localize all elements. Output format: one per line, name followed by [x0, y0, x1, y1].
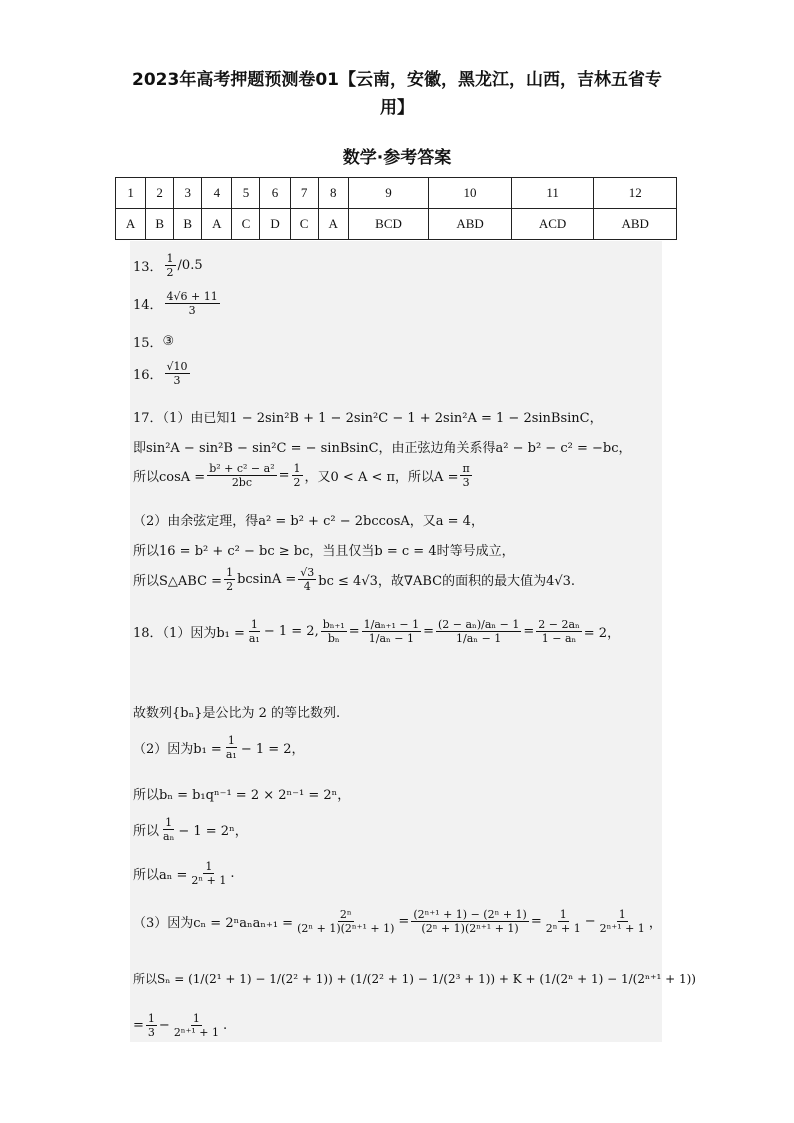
answer-cell: ABD	[429, 209, 512, 240]
denominator: 3	[147, 1026, 155, 1039]
solution-18-line-3	[133, 734, 305, 761]
question-label: 13．	[133, 260, 163, 275]
answer-cell: C	[290, 209, 318, 240]
numerator: 1/aₙ₊₁ − 1	[363, 618, 420, 631]
denominator: a₁	[225, 748, 237, 761]
text: =	[348, 624, 360, 639]
numerator: 2ⁿ	[339, 908, 352, 921]
fraction	[224, 734, 239, 761]
question-label: 16．	[133, 368, 163, 383]
question-number: 3	[174, 178, 202, 209]
denominator: 2	[293, 476, 301, 489]
solution-18-line-6	[133, 860, 235, 887]
solution-15	[133, 332, 174, 351]
text: −	[158, 1018, 170, 1033]
answer-cell: ABD	[594, 209, 677, 240]
text: bc ≤ 4√3，故∇ABC的面积的最大值为4√3.	[318, 574, 576, 589]
answer-cell: ACD	[511, 209, 594, 240]
solution-18-line-9	[133, 1012, 227, 1039]
text: ，	[648, 916, 662, 931]
text: .	[223, 1018, 228, 1033]
denominator: (2ⁿ + 1)(2ⁿ⁺¹ + 1)	[421, 922, 519, 935]
text: 18．（1）因为b₁ =	[133, 626, 245, 641]
numerator: 1	[559, 908, 567, 921]
denominator: 1 − aₙ	[541, 632, 577, 645]
fraction	[224, 566, 235, 593]
fraction	[544, 908, 583, 935]
page-subtitle: 数学·参考答案	[342, 148, 452, 168]
answer-cell: BCD	[348, 209, 428, 240]
solution-18-line-8: 所以Sₙ = (1/(2¹ + 1) − 1/(2² + 1)) + (1/(2² + 1) − 1/(2³ + 1)) + K + (1/(2ⁿ + 1) − 1/(2ⁿ⁺¹ + 1))	[133, 972, 696, 986]
numerator: bₙ₊₁	[322, 618, 345, 631]
fraction	[165, 360, 190, 387]
numerator: 1	[205, 860, 213, 873]
numerator: 4√6 + 11	[166, 290, 218, 303]
denominator: a₁	[248, 632, 260, 645]
numerator: 1	[250, 618, 258, 631]
question-number: 2	[146, 178, 174, 209]
question-number: 11	[511, 178, 594, 209]
fraction	[298, 566, 316, 593]
solution-18-line-2: 故数列{bₙ}是公比为 2 的等比数列.	[133, 706, 341, 721]
fraction	[146, 1012, 157, 1039]
fraction	[436, 618, 521, 645]
fraction	[189, 860, 228, 887]
numerator: 1	[618, 908, 626, 921]
fraction	[411, 908, 529, 935]
solution-18-line-7	[133, 908, 662, 935]
question-number: 9	[348, 178, 428, 209]
answer-cell: B	[146, 209, 174, 240]
numerator: 1	[293, 462, 301, 475]
text: （3）因为cₙ = 2ⁿaₙaₙ₊₁ =	[133, 916, 294, 931]
fraction	[165, 290, 220, 317]
fraction	[321, 618, 347, 645]
answer-cell: B	[174, 209, 202, 240]
solution-17-line-6	[133, 566, 575, 593]
numerator: π	[462, 462, 470, 475]
question-number: 8	[318, 178, 348, 209]
denominator: 2bc	[231, 476, 253, 489]
text: =	[398, 914, 410, 929]
numerator: 1	[166, 252, 174, 265]
solution-17-line-3	[133, 462, 474, 489]
denominator: 2	[226, 580, 234, 593]
text: =	[133, 1018, 144, 1033]
text: =	[530, 914, 542, 929]
denominator: 3	[173, 374, 181, 387]
solution-18-line-1	[133, 618, 620, 645]
numerator: (2 − aₙ)/aₙ − 1	[438, 618, 520, 631]
numerator: (2ⁿ⁺¹ + 1) − (2ⁿ + 1)	[413, 908, 527, 921]
answer-table	[115, 177, 677, 240]
text: 所以cosA =	[133, 470, 206, 485]
numerator: 1	[192, 1012, 200, 1025]
question-label: 14．	[133, 298, 163, 313]
answer-value: ③	[162, 334, 175, 349]
fraction	[161, 816, 176, 843]
answer-table-number-row	[116, 178, 677, 209]
answer-cell: A	[318, 209, 348, 240]
numerator: 2 − 2aₙ	[538, 618, 580, 631]
answer-table-answer-row	[116, 209, 677, 240]
numerator: 1	[227, 734, 235, 747]
fraction	[362, 618, 421, 645]
text: = 2，	[583, 626, 621, 641]
text: 所以aₙ =	[133, 868, 188, 883]
denominator: bₙ	[327, 632, 340, 645]
text: −	[584, 914, 596, 929]
fraction	[598, 908, 647, 935]
numerator: √3	[300, 566, 315, 579]
text: ，又0 < A < π，所以A =	[304, 470, 459, 485]
solution-14	[133, 290, 222, 317]
numerator: 1	[165, 816, 173, 829]
denominator: 1/aₙ − 1	[368, 632, 414, 645]
text: − 1 = 2,	[263, 624, 319, 639]
text: =	[423, 624, 434, 639]
text: − 1 = 2ⁿ，	[178, 824, 248, 839]
fraction	[460, 462, 471, 489]
denominator: 2	[166, 266, 174, 279]
numerator: 1	[147, 1012, 155, 1025]
solution-18-line-4: 所以bₙ = b₁qⁿ⁻¹ = 2 × 2ⁿ⁻¹ = 2ⁿ，	[133, 788, 351, 803]
text: 所以	[133, 824, 160, 839]
solution-17-line-2: 即sin²A − sin²B − sin²C = − sinBsinC，由正弦边角关系得a² − b² − c² = −bc，	[133, 441, 632, 456]
numerator: b² + c² − a²	[209, 462, 275, 475]
solution-18-line-5	[133, 816, 248, 843]
alt-answer: /0.5	[177, 258, 203, 273]
question-number: 5	[232, 178, 260, 209]
question-number: 10	[429, 178, 512, 209]
denominator: 2ⁿ + 1	[545, 922, 581, 935]
solution-17-line-5: 所以16 = b² + c² − bc ≥ bc，当且仅当b = c = 4时等号成立，	[133, 544, 515, 559]
answer-cell: A	[116, 209, 146, 240]
answer-cell: D	[260, 209, 290, 240]
text: （2）因为b₁ =	[133, 742, 222, 757]
denominator: 2ⁿ + 1	[191, 874, 227, 887]
question-number: 7	[290, 178, 318, 209]
denominator: 3	[188, 304, 196, 317]
denominator: 4	[303, 580, 311, 593]
text: bcsinA =	[237, 572, 297, 587]
numerator: 1	[226, 566, 234, 579]
question-number: 6	[260, 178, 290, 209]
denominator: aₙ	[163, 830, 175, 843]
question-label: 15．	[133, 336, 163, 351]
text: − 1 = 2，	[240, 742, 305, 757]
question-number: 4	[202, 178, 232, 209]
fraction	[172, 1012, 221, 1039]
fraction	[292, 462, 303, 489]
numerator: √10	[166, 360, 188, 373]
fraction	[207, 462, 276, 489]
denominator: 1/aₙ − 1	[456, 632, 502, 645]
solution-17-line-4: （2）由余弦定理，得a² = b² + c² − 2bccosA，又a = 4，	[133, 514, 484, 529]
question-number: 12	[594, 178, 677, 209]
solution-13	[133, 252, 203, 279]
fraction	[247, 618, 262, 645]
text: =	[523, 624, 535, 639]
solution-16	[133, 360, 192, 387]
page-title: 2023年高考押题预测卷01【云南，安徽，黑龙江，山西，吉林五省专用】	[132, 70, 662, 118]
denominator: 2ⁿ⁺¹ + 1	[173, 1026, 219, 1039]
fraction	[295, 908, 396, 935]
text: =	[278, 468, 290, 483]
answer-cell: C	[232, 209, 260, 240]
fraction	[165, 252, 176, 279]
question-number: 1	[116, 178, 146, 209]
text: 所以S△ABC =	[133, 574, 223, 589]
denominator: (2ⁿ + 1)(2ⁿ⁺¹ + 1)	[297, 922, 395, 935]
denominator: 2ⁿ⁺¹ + 1	[599, 922, 645, 935]
fraction	[536, 618, 582, 645]
denominator: 3	[462, 476, 470, 489]
answer-cell: A	[202, 209, 232, 240]
text: .	[230, 866, 235, 881]
solution-17-line-1: 17．（1）由已知1 − 2sin²B + 1 − 2sin²C − 1 + 2sin²A = 1 − 2sinBsinC，	[133, 411, 603, 426]
